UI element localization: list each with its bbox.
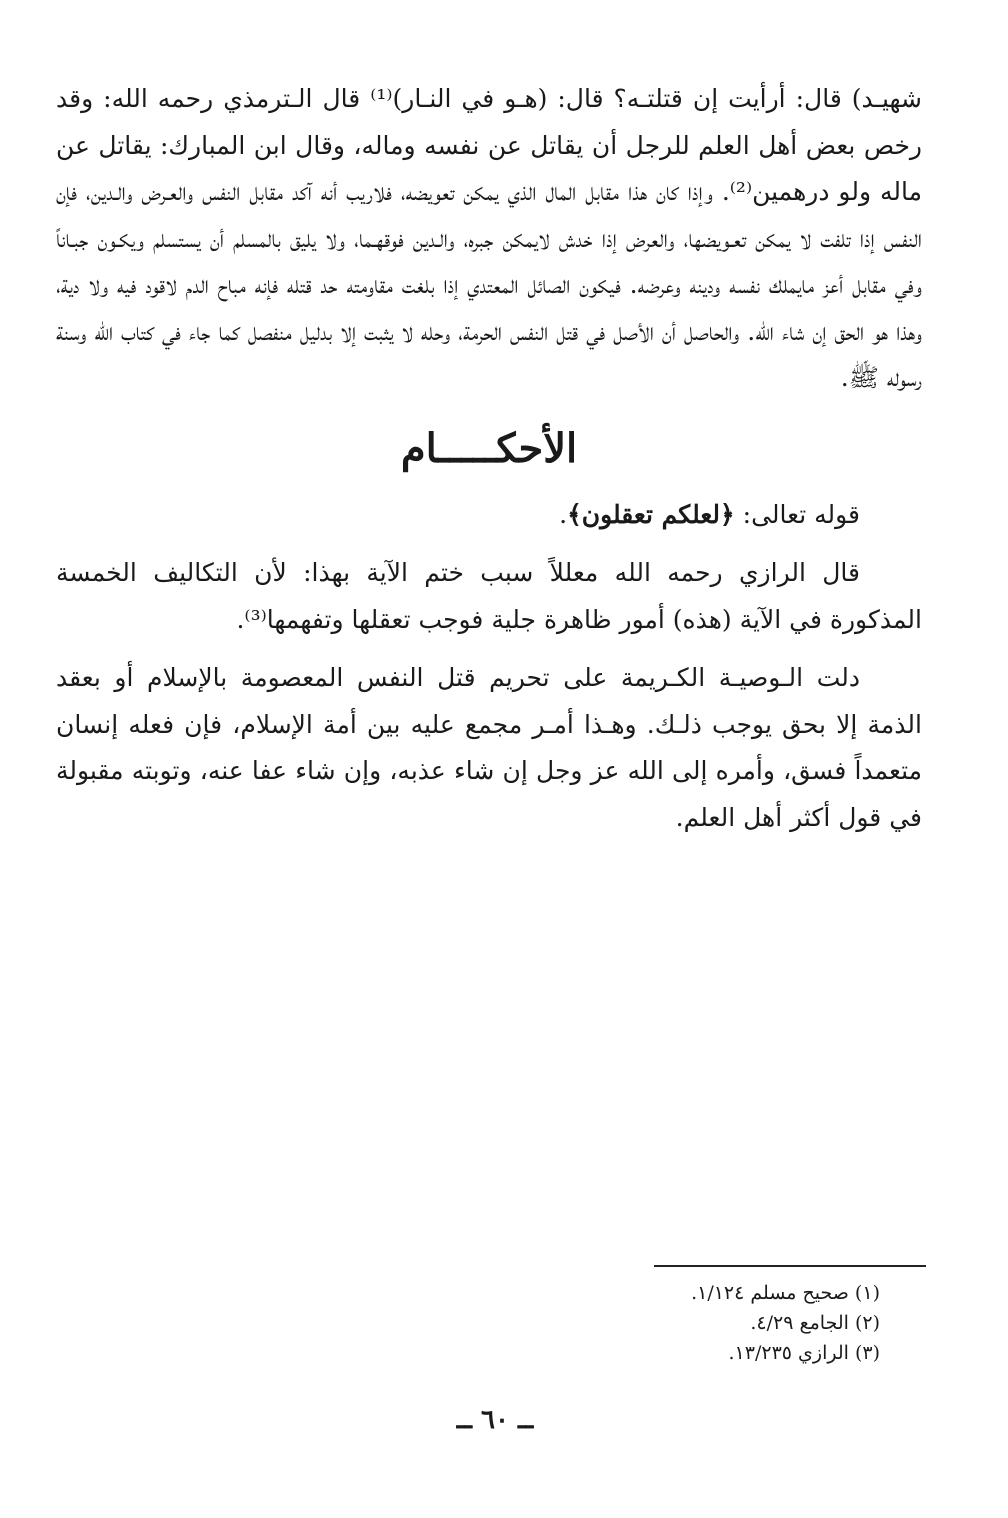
footnotes: [580, 1278, 880, 1368]
paragraph-ruling: دلت الـوصيـة الكـريمة على تحريم قتل النفس المعصومة بالإسلام أو بعقد الذمة إلا بحق يوجب ذلـك. وهـذا أمـر مجمع عليه بين أمة الإسلام، فإن فعله إنسان متعمداً فسق، وأمره إلى الله عز وجل إن شاء عذبه، وإن شاء عفا عنه، وتوبته مقبولة في قول أكثر أهل العلم.: [56, 663, 922, 832]
paragraph-intro: شهيـد) قال: أرأيت إن قتلتـه؟ قال: (هـو في النـار)⁽¹⁾ قال الـترمذي رحمه الله: وقد رخص بعض أهل العلم للرجل أن يقاتل عن نفسه وماله، وقال ابن المبارك: يقاتل عن ماله ولو درهمين⁽²⁾. وإذا كان هذا مقابل المال الذي يمكن تعويضه، فلاريب أنه آكد مقابل النفس والعـرض والـدين، فإن النفس إذا تلفت لا يمكن تعـويضها، والعرض إذا خدش لايمكن جبره، والـدين فوقهـما، ولا يليق بالمسلم أن يستسلم ويكـون جبـاناً وفي مقابل أعز مايملك نفسه ودينه وعرضه. فيكون الصائل المعتدي إذا بلغت مقاومته حد قتله فإنه مباح الدم لاقود فيه ولا دية، وهذا هو الحق إن شاء الله. والحاصل أن الأصل في قتل النفس الحرمة، وحله لا يثبت إلا بدليل منفصل كما جاء في كتاب الله وسنة رسوله ﷺ.: [56, 84, 922, 392]
page-number: ــ ٦٠ ــ: [456, 1405, 534, 1435]
main-text: [56, 76, 922, 841]
verse-prefix: قوله تعالى:: [734, 499, 860, 529]
footnote-1: (١) صحيح مسلم ١/١٢٤.: [691, 1282, 880, 1304]
verse-line: [56, 492, 922, 539]
verse-quote: ﴿لعلكم تعقلون﴾: [567, 499, 735, 529]
footnote-2: (٢) الجامع ٤/٢٩.: [750, 1312, 880, 1334]
paragraph-gap: [56, 643, 922, 655]
footnote-3: (٣) الرازي ١٣/٢٣٥.: [728, 1342, 880, 1364]
section-heading: الأحكـــــام: [400, 424, 578, 472]
paragraph-razi: قال الرازي رحمه الله معللاً سبب ختم الآية بهذا: لأن التكاليف الخمسة المذكورة في الآية (هذه) أمور ظاهرة جلية فوجب تعقلها وتفهمها⁽³⁾.: [56, 558, 922, 634]
footnote-divider: [654, 1265, 926, 1267]
verse-suffix: .: [559, 499, 568, 529]
